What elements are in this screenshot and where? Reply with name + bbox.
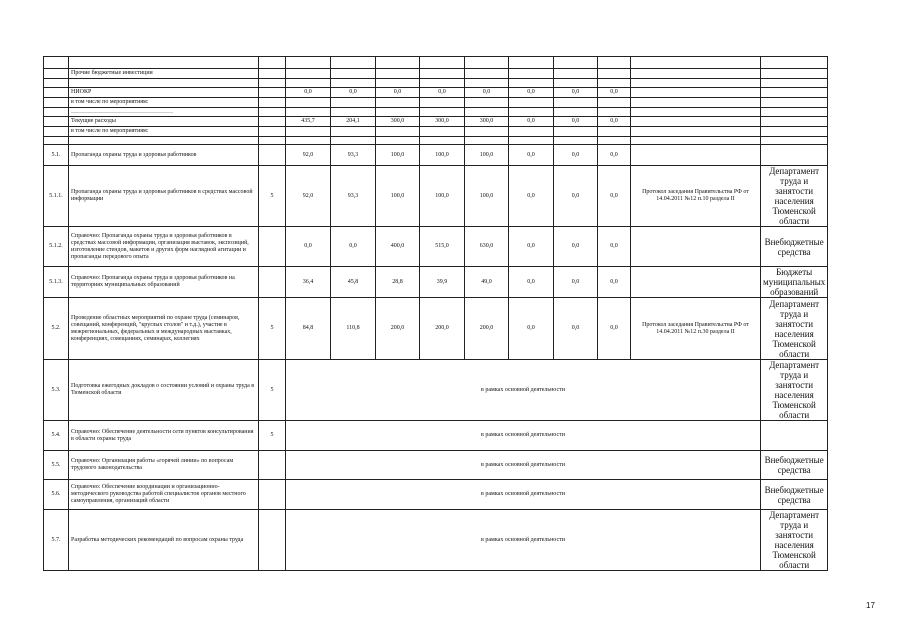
amount-cell — [286, 127, 331, 137]
amount-cell — [286, 108, 331, 117]
amount-cell: 100,0 — [376, 145, 420, 166]
activity-name-cell: Пропаганда охраны труда и здоровья работников — [69, 145, 259, 166]
amount-cell — [465, 79, 509, 88]
amount-cell: 84,8 — [286, 298, 331, 360]
funding-source-cell — [761, 127, 828, 137]
amount-cell: 435,7 — [286, 117, 331, 127]
row-number-cell: 5.6. — [44, 480, 69, 510]
activity-name-cell: Пропаганда охраны труда и здоровья работников в средствах массовой информации — [69, 166, 259, 227]
activity-name-cell: …………………………………………… — [69, 108, 259, 117]
amount-cell — [509, 137, 554, 145]
amount-cell: 0,0 — [598, 145, 631, 166]
amount-cell — [554, 108, 598, 117]
amount-cell — [509, 79, 554, 88]
funding-source-cell: Внебюджетные средства — [761, 227, 828, 267]
legal-basis-cell — [631, 137, 761, 145]
amount-cell: 200,0 — [420, 298, 465, 360]
amount-cell — [420, 69, 465, 79]
amount-cell — [465, 69, 509, 79]
table-row — [44, 451, 828, 480]
table-row — [44, 510, 828, 571]
activity-name-cell: Справочно: Пропаганда охраны труда и здоровья работников в средствах массовой информации, организация выставок, экспозиций, изготовление стендов, макетов и других форм наглядной агитации и пропаганды передового опыта — [69, 227, 259, 267]
funding-source-cell — [761, 98, 828, 108]
indicator-number-cell — [259, 227, 286, 267]
legal-basis-cell — [631, 117, 761, 127]
indicator-number-cell — [259, 69, 286, 79]
row-number-cell: 5.1.2. — [44, 227, 69, 267]
amount-cell — [598, 127, 631, 137]
table-row — [44, 421, 828, 451]
activity-name-cell — [69, 137, 259, 145]
amount-cell — [331, 98, 376, 108]
amount-cell: 92,0 — [286, 166, 331, 227]
funding-source-cell: Департамент труда и занятости населения Тюменской области — [761, 510, 828, 571]
amount-cell: 0,0 — [554, 298, 598, 360]
activity-name-cell: НИОКР — [69, 88, 259, 98]
funding-source-cell — [761, 145, 828, 166]
legal-basis-cell — [631, 108, 761, 117]
amount-cell: 0,0 — [598, 117, 631, 127]
indicator-number-cell: 5 — [259, 360, 286, 421]
legal-basis-cell: Протокол заседания Правительства РФ от 14.04.2011 №12 п.30 раздела II — [631, 298, 761, 360]
amount-cell: 0,0 — [509, 166, 554, 227]
amount-cell — [331, 137, 376, 145]
indicator-number-cell — [259, 137, 286, 145]
amount-cell: 0,0 — [554, 145, 598, 166]
amount-cell — [509, 57, 554, 69]
table-row — [44, 137, 828, 145]
amount-cell — [465, 108, 509, 117]
activity-name-cell: Справочно: Обеспечение деятельности сети пунктов консультирования в области охраны труда — [69, 421, 259, 451]
amount-cell: 200,0 — [465, 298, 509, 360]
amount-cell: 100,0 — [465, 145, 509, 166]
activity-name-cell: Проведение областных мероприятий по охране труда (семинаров, совещаний, конференций, "круглых столов" и т.д.), участие в межрегиональных, федеральных и международных выставках, конференциях, совещаниях, семинарах, коллегиях — [69, 298, 259, 360]
row-number-cell — [44, 98, 69, 108]
indicator-number-cell — [259, 98, 286, 108]
amount-cell: 515,0 — [420, 227, 465, 267]
row-number-cell: 5.2. — [44, 298, 69, 360]
indicator-number-cell: 5 — [259, 166, 286, 227]
activity-name-cell: в том числе по мероприятиям: — [69, 127, 259, 137]
funding-source-cell: Внебюджетные средства — [761, 451, 828, 480]
amount-cell: 39,9 — [420, 267, 465, 298]
amount-cell — [598, 79, 631, 88]
row-number-cell: 5.4. — [44, 421, 69, 451]
amount-cell — [554, 127, 598, 137]
funding-source-cell — [761, 137, 828, 145]
row-number-cell: 5.1.1. — [44, 166, 69, 227]
amount-cell: 0,0 — [598, 267, 631, 298]
amount-cell — [420, 137, 465, 145]
activity-name-cell: Разработка методических рекомендаций по вопросам охраны труда — [69, 510, 259, 571]
amount-cell: 100,0 — [376, 166, 420, 227]
amount-cell — [331, 127, 376, 137]
funding-source-cell — [761, 421, 828, 451]
amount-cell — [598, 98, 631, 108]
activity-name-cell: Текущие расходы — [69, 117, 259, 127]
legal-basis-cell — [631, 79, 761, 88]
row-number-cell — [44, 88, 69, 98]
legal-basis-cell — [631, 267, 761, 298]
table-row — [44, 145, 828, 166]
amount-cell: 49,0 — [465, 267, 509, 298]
row-number-cell: 5.5. — [44, 451, 69, 480]
table-row — [44, 88, 828, 98]
amount-cell — [420, 57, 465, 69]
amount-cell: 28,8 — [376, 267, 420, 298]
amount-cell: 0,0 — [554, 227, 598, 267]
amount-cell: 0,0 — [509, 117, 554, 127]
row-number-cell — [44, 127, 69, 137]
amount-cell — [376, 137, 420, 145]
merged-status-cell: в рамках основной деятельности — [286, 360, 761, 421]
merged-status-cell: в рамках основной деятельности — [286, 451, 761, 480]
table-row — [44, 360, 828, 421]
amount-cell — [509, 69, 554, 79]
amount-cell: 0,0 — [331, 88, 376, 98]
funding-source-cell: Департамент труда и занятости населения Тюменской области — [761, 360, 828, 421]
amount-cell: 300,0 — [420, 117, 465, 127]
funding-source-cell — [761, 108, 828, 117]
table-row — [44, 480, 828, 510]
table-row — [44, 57, 828, 69]
amount-cell: 630,0 — [465, 227, 509, 267]
amount-cell — [376, 79, 420, 88]
amount-cell — [598, 69, 631, 79]
amount-cell: 0,0 — [286, 227, 331, 267]
indicator-number-cell — [259, 57, 286, 69]
amount-cell — [465, 137, 509, 145]
table-row — [44, 227, 828, 267]
amount-cell — [598, 57, 631, 69]
funding-source-cell — [761, 69, 828, 79]
indicator-number-cell — [259, 451, 286, 480]
amount-cell — [286, 98, 331, 108]
amount-cell — [554, 69, 598, 79]
legal-basis-cell — [631, 145, 761, 166]
table-row — [44, 69, 828, 79]
amount-cell — [286, 137, 331, 145]
indicator-number-cell — [259, 510, 286, 571]
indicator-number-cell: 5 — [259, 298, 286, 360]
indicator-number-cell — [259, 127, 286, 137]
amount-cell: 0,0 — [554, 117, 598, 127]
indicator-number-cell — [259, 145, 286, 166]
activity-name-cell: Прочие бюджетные инвестиции — [69, 69, 259, 79]
amount-cell — [554, 137, 598, 145]
amount-cell — [465, 57, 509, 69]
amount-cell — [286, 69, 331, 79]
activity-name-cell: Справочно: Организация работы «горячей линии» по вопросам трудового законодательства — [69, 451, 259, 480]
table-row — [44, 79, 828, 88]
amount-cell: 100,0 — [465, 166, 509, 227]
amount-cell — [509, 108, 554, 117]
indicator-number-cell — [259, 117, 286, 127]
amount-cell — [376, 69, 420, 79]
amount-cell — [331, 108, 376, 117]
row-number-cell: 5.1. — [44, 145, 69, 166]
activity-name-cell: Справочно: Обеспечение координации и организационно-методического руководства работой специалистов органов местного самоуправления, организаций области — [69, 480, 259, 510]
merged-status-cell: в рамках основной деятельности — [286, 510, 761, 571]
amount-cell: 0,0 — [331, 227, 376, 267]
row-number-cell — [44, 137, 69, 145]
amount-cell — [554, 98, 598, 108]
legal-basis-cell — [631, 98, 761, 108]
indicator-number-cell — [259, 108, 286, 117]
amount-cell — [376, 98, 420, 108]
row-number-cell — [44, 79, 69, 88]
merged-status-cell: в рамках основной деятельности — [286, 480, 761, 510]
amount-cell — [465, 98, 509, 108]
activity-name-cell — [69, 57, 259, 69]
funding-source-cell — [761, 57, 828, 69]
amount-cell: 0,0 — [465, 88, 509, 98]
amount-cell: 0,0 — [554, 88, 598, 98]
table-row — [44, 166, 828, 227]
amount-cell: 0,0 — [420, 88, 465, 98]
amount-cell — [554, 57, 598, 69]
legal-basis-cell — [631, 69, 761, 79]
amount-cell: 200,0 — [376, 298, 420, 360]
row-number-cell — [44, 69, 69, 79]
amount-cell: 0,0 — [286, 88, 331, 98]
indicator-number-cell — [259, 267, 286, 298]
amount-cell — [509, 98, 554, 108]
table-row — [44, 98, 828, 108]
amount-cell — [554, 79, 598, 88]
amount-cell: 0,0 — [509, 298, 554, 360]
funding-source-cell — [761, 79, 828, 88]
amount-cell — [331, 69, 376, 79]
amount-cell — [331, 57, 376, 69]
amount-cell — [509, 127, 554, 137]
amount-cell: 0,0 — [598, 166, 631, 227]
row-number-cell — [44, 108, 69, 117]
legal-basis-cell — [631, 127, 761, 137]
amount-cell: 110,8 — [331, 298, 376, 360]
row-number-cell — [44, 57, 69, 69]
funding-source-cell — [761, 117, 828, 127]
amount-cell — [420, 98, 465, 108]
amount-cell: 93,3 — [331, 145, 376, 166]
legal-basis-cell — [631, 227, 761, 267]
amount-cell: 0,0 — [509, 267, 554, 298]
amount-cell: 0,0 — [509, 227, 554, 267]
amount-cell — [598, 108, 631, 117]
amount-cell: 204,1 — [331, 117, 376, 127]
table-row — [44, 298, 828, 360]
amount-cell: 0,0 — [509, 88, 554, 98]
legal-basis-cell — [631, 57, 761, 69]
amount-cell — [420, 79, 465, 88]
amount-cell: 92,0 — [286, 145, 331, 166]
amount-cell — [376, 57, 420, 69]
row-number-cell — [44, 117, 69, 127]
indicator-number-cell — [259, 79, 286, 88]
funding-source-cell: Бюджеты муниципальных образований — [761, 267, 828, 298]
amount-cell: 100,0 — [420, 145, 465, 166]
funding-source-cell: Департамент труда и занятости населения Тюменской области — [761, 298, 828, 360]
amount-cell — [465, 127, 509, 137]
amount-cell — [598, 137, 631, 145]
activity-name-cell: в том числе по мероприятиям: — [69, 98, 259, 108]
amount-cell: 0,0 — [376, 88, 420, 98]
table-row — [44, 127, 828, 137]
activity-name-cell: Справочно: Пропаганда охраны труда и здоровья работников на территориях муниципальных образований — [69, 267, 259, 298]
amount-cell: 0,0 — [554, 267, 598, 298]
funding-source-cell: Внебюджетные средства — [761, 480, 828, 510]
amount-cell — [331, 79, 376, 88]
amount-cell: 93,3 — [331, 166, 376, 227]
amount-cell — [420, 108, 465, 117]
amount-cell: 0,0 — [598, 227, 631, 267]
amount-cell: 300,0 — [376, 117, 420, 127]
amount-cell: 300,0 — [465, 117, 509, 127]
legal-basis-cell — [631, 88, 761, 98]
amount-cell: 0,0 — [554, 166, 598, 227]
amount-cell: 100,0 — [420, 166, 465, 227]
row-number-cell: 5.7. — [44, 510, 69, 571]
activity-name-cell: Подготовка ежегодных докладов о состоянии условий и охраны труда в Тюменской области — [69, 360, 259, 421]
table-row — [44, 267, 828, 298]
amount-cell — [286, 79, 331, 88]
amount-cell: 400,0 — [376, 227, 420, 267]
table-row — [44, 108, 828, 117]
row-number-cell: 5.1.3. — [44, 267, 69, 298]
amount-cell — [376, 127, 420, 137]
amount-cell — [420, 127, 465, 137]
amount-cell: 0,0 — [598, 88, 631, 98]
amount-cell — [376, 108, 420, 117]
amount-cell: 36,4 — [286, 267, 331, 298]
amount-cell: 45,8 — [331, 267, 376, 298]
amount-cell: 0,0 — [509, 145, 554, 166]
indicator-number-cell — [259, 480, 286, 510]
funding-source-cell — [761, 88, 828, 98]
row-number-cell: 5.3. — [44, 360, 69, 421]
funding-source-cell: Департамент труда и занятости населения Тюменской области — [761, 166, 828, 227]
table-row — [44, 117, 828, 127]
merged-status-cell: в рамках основной деятельности — [286, 421, 761, 451]
indicator-number-cell — [259, 88, 286, 98]
activity-name-cell — [69, 79, 259, 88]
indicator-number-cell: 5 — [259, 421, 286, 451]
amount-cell — [286, 57, 331, 69]
page-number: 17 — [866, 601, 875, 610]
legal-basis-cell: Протокол заседания Правительства РФ от 14.04.2011 №12 п.10 раздела II — [631, 166, 761, 227]
budget-table — [43, 56, 828, 571]
amount-cell: 0,0 — [598, 298, 631, 360]
